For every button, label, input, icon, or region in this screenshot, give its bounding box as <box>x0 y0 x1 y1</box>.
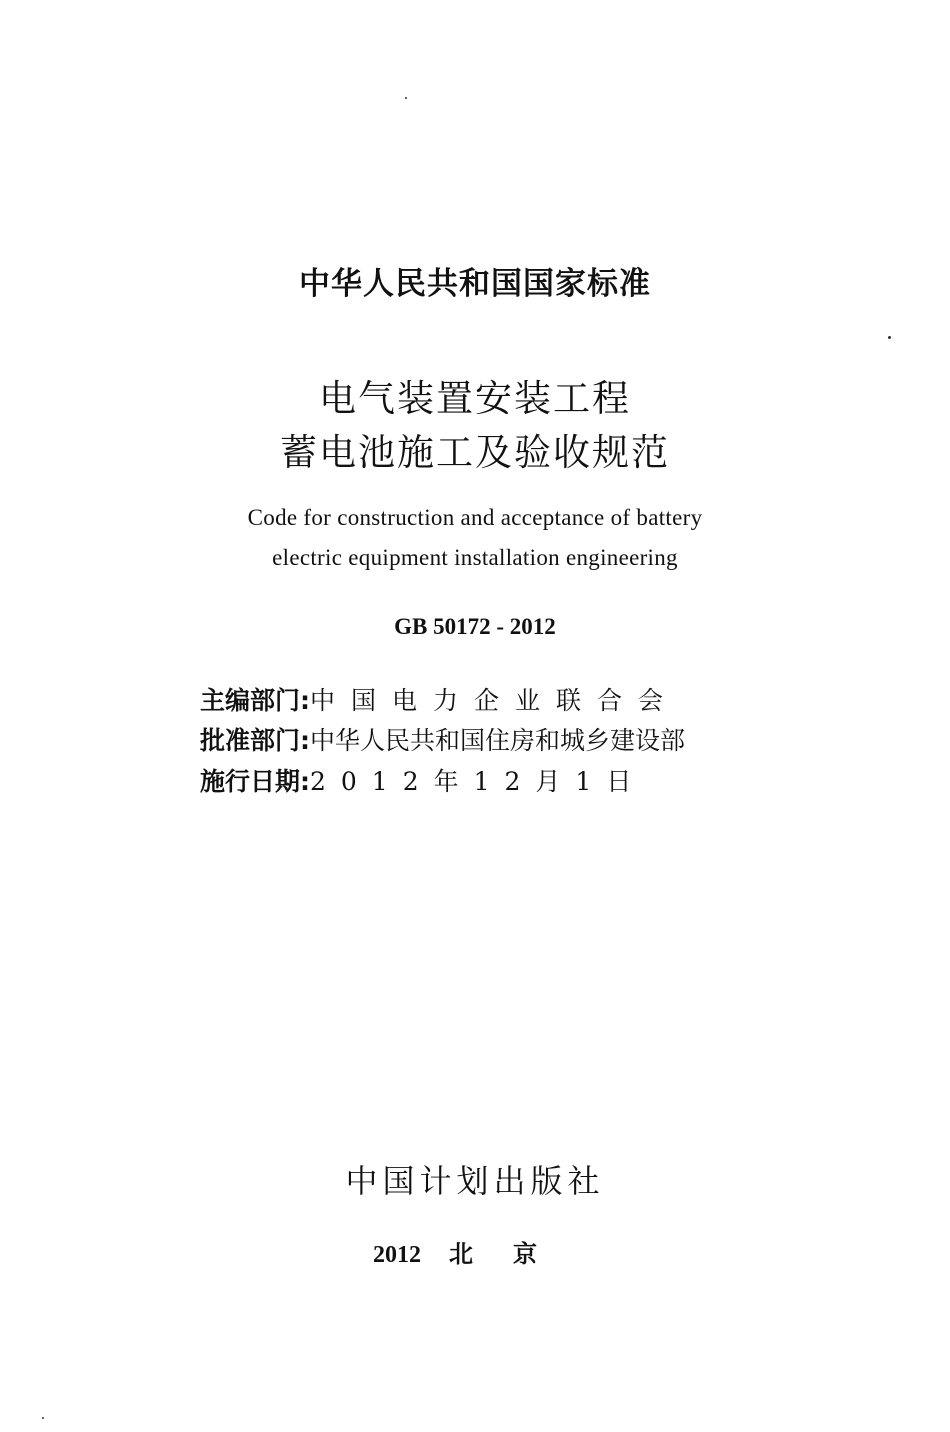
scan-speck <box>42 1417 44 1419</box>
standard-category: 中华人民共和国国家标准 <box>299 266 651 302</box>
approver-value: 中华人民共和国住房和城乡建设部 <box>310 726 686 755</box>
approver-row <box>200 721 685 757</box>
title-cn-line2: 蓄电池施工及验收规范 <box>280 431 670 474</box>
title-en-line1: Code for construction and acceptance of battery <box>247 505 703 530</box>
publication-info <box>0 1234 950 1269</box>
standard-number: GB 50172 - 2012 <box>394 614 556 639</box>
publication-city: 北京 <box>449 1242 577 1268</box>
publisher: 中国计划出版社 <box>345 1162 605 1200</box>
effective-date-row <box>200 762 646 798</box>
effective-date-value: 2012年12月1日 <box>310 767 647 796</box>
title-cn-line1: 电气装置安装工程 <box>319 377 631 420</box>
editor-value: 中国电力企业联合会 <box>310 686 680 715</box>
publication-year: 2012 <box>373 1242 421 1268</box>
effective-date-label: 施行日期: <box>200 767 310 796</box>
scan-speck <box>888 336 891 339</box>
scan-speck <box>405 97 407 99</box>
approver-label: 批准部门: <box>200 726 310 755</box>
title-en-line2: electric equipment installation engineering <box>272 545 678 570</box>
editor-label: 主编部门: <box>200 686 310 715</box>
editor-row <box>200 681 679 717</box>
